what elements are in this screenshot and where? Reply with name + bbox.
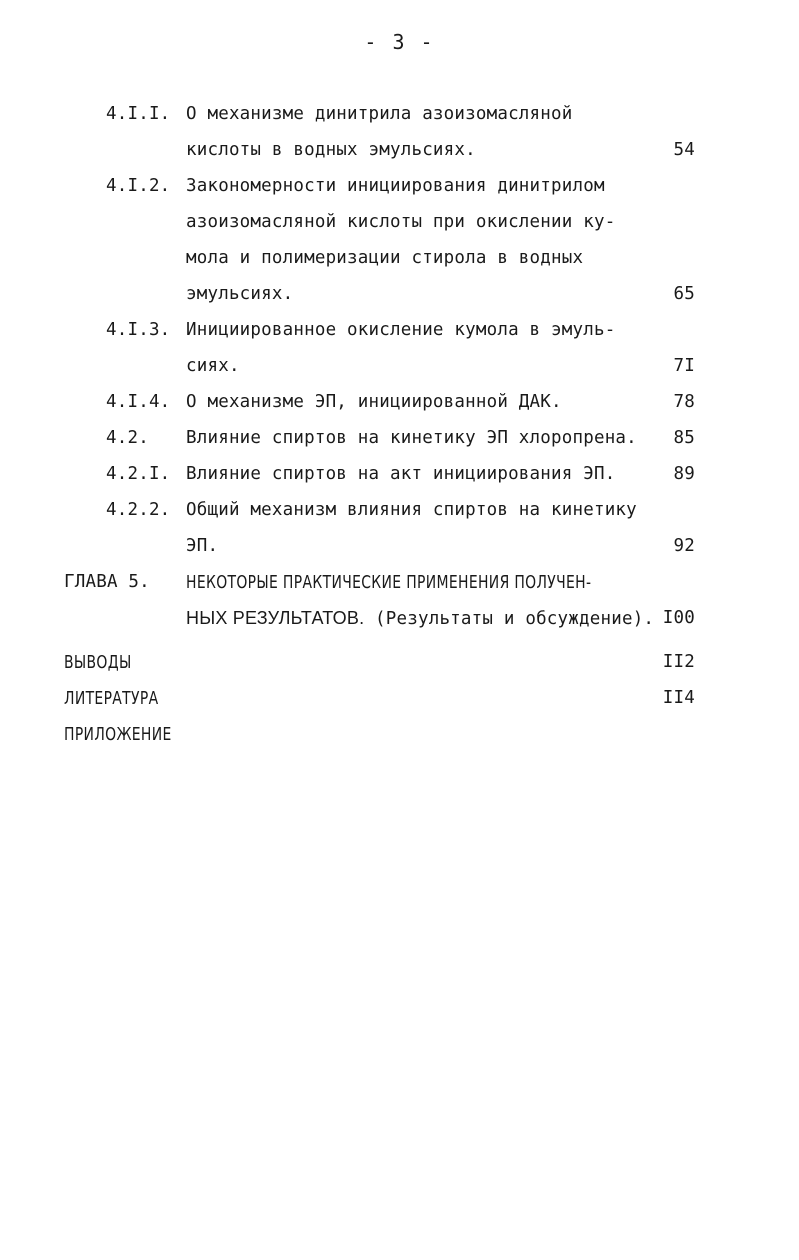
toc-entry-number: 4.2.2. xyxy=(106,500,171,520)
toc-entry-number: 4.I.I. xyxy=(106,104,171,124)
toc-entry-page: 65 xyxy=(673,284,695,304)
page-number: - 3 - xyxy=(364,30,435,54)
toc-entry-number: 4.I.2. xyxy=(106,176,171,196)
toc-entry-text: азоизомасляной кислоты при окислении ку- xyxy=(186,212,616,232)
toc-entry-text: мола и полимеризации стирола в водных xyxy=(186,248,584,268)
toc-entry-number: 4.2. xyxy=(106,428,149,448)
toc-entry-text: О механизме ЭП, инициированной ДАК. xyxy=(186,392,562,412)
toc-entry-text: ЭП. xyxy=(186,536,219,556)
toc-entry-text: О механизме динитрила азоизомасляной xyxy=(186,104,573,124)
toc-entry-text: сиях. xyxy=(186,356,240,376)
chapter-title-line xyxy=(186,608,654,629)
conclusions-page: II2 xyxy=(662,652,695,672)
toc-entry-text: Влияние спиртов на акт инициирования ЭП. xyxy=(186,464,616,484)
chapter-page: I00 xyxy=(662,608,695,628)
chapter-title-rest: (Результаты и обсуждение). xyxy=(375,609,655,629)
literature-label: ЛИТЕРАТУРА xyxy=(64,688,159,709)
toc-entry-page: 7I xyxy=(673,356,695,376)
toc-entry-page: 78 xyxy=(673,392,695,412)
toc-entry-text: Общий механизм влияния спиртов на кинетику xyxy=(186,500,637,520)
chapter-label: ГЛАВА 5. xyxy=(64,572,150,592)
toc-entry-page: 92 xyxy=(673,536,695,556)
toc-entry-text: Инициированное окисление кумола в эмуль- xyxy=(186,320,616,340)
toc-entry-text: эмульсиях. xyxy=(186,284,294,304)
toc-entry-number: 4.I.3. xyxy=(106,320,171,340)
toc-entry-page: 54 xyxy=(673,140,695,160)
toc-entry-number: 4.I.4. xyxy=(106,392,171,412)
literature-page: II4 xyxy=(662,688,695,708)
conclusions-label: ВЫВОДЫ xyxy=(64,652,132,673)
toc-entry-text: кислоты в водных эмульсиях. xyxy=(186,140,476,160)
toc-entry-number: 4.2.I. xyxy=(106,464,171,484)
toc-entry-page: 85 xyxy=(673,428,695,448)
toc-entry-page: 89 xyxy=(673,464,695,484)
chapter-title-caps: НЫХ РЕЗУЛЬТАТОВ. xyxy=(186,608,365,628)
chapter-title-line: НЕКОТОРЫЕ ПРАКТИЧЕСКИЕ ПРИМЕНЕНИЯ ПОЛУЧЕН- xyxy=(186,572,592,593)
toc-entry-text: Влияние спиртов на кинетику ЭП хлоропрена. xyxy=(186,428,637,448)
appendix-label: ПРИЛОЖЕНИЕ xyxy=(64,724,172,745)
toc-entry-text: Закономерности инициирования динитрилом xyxy=(186,176,605,196)
